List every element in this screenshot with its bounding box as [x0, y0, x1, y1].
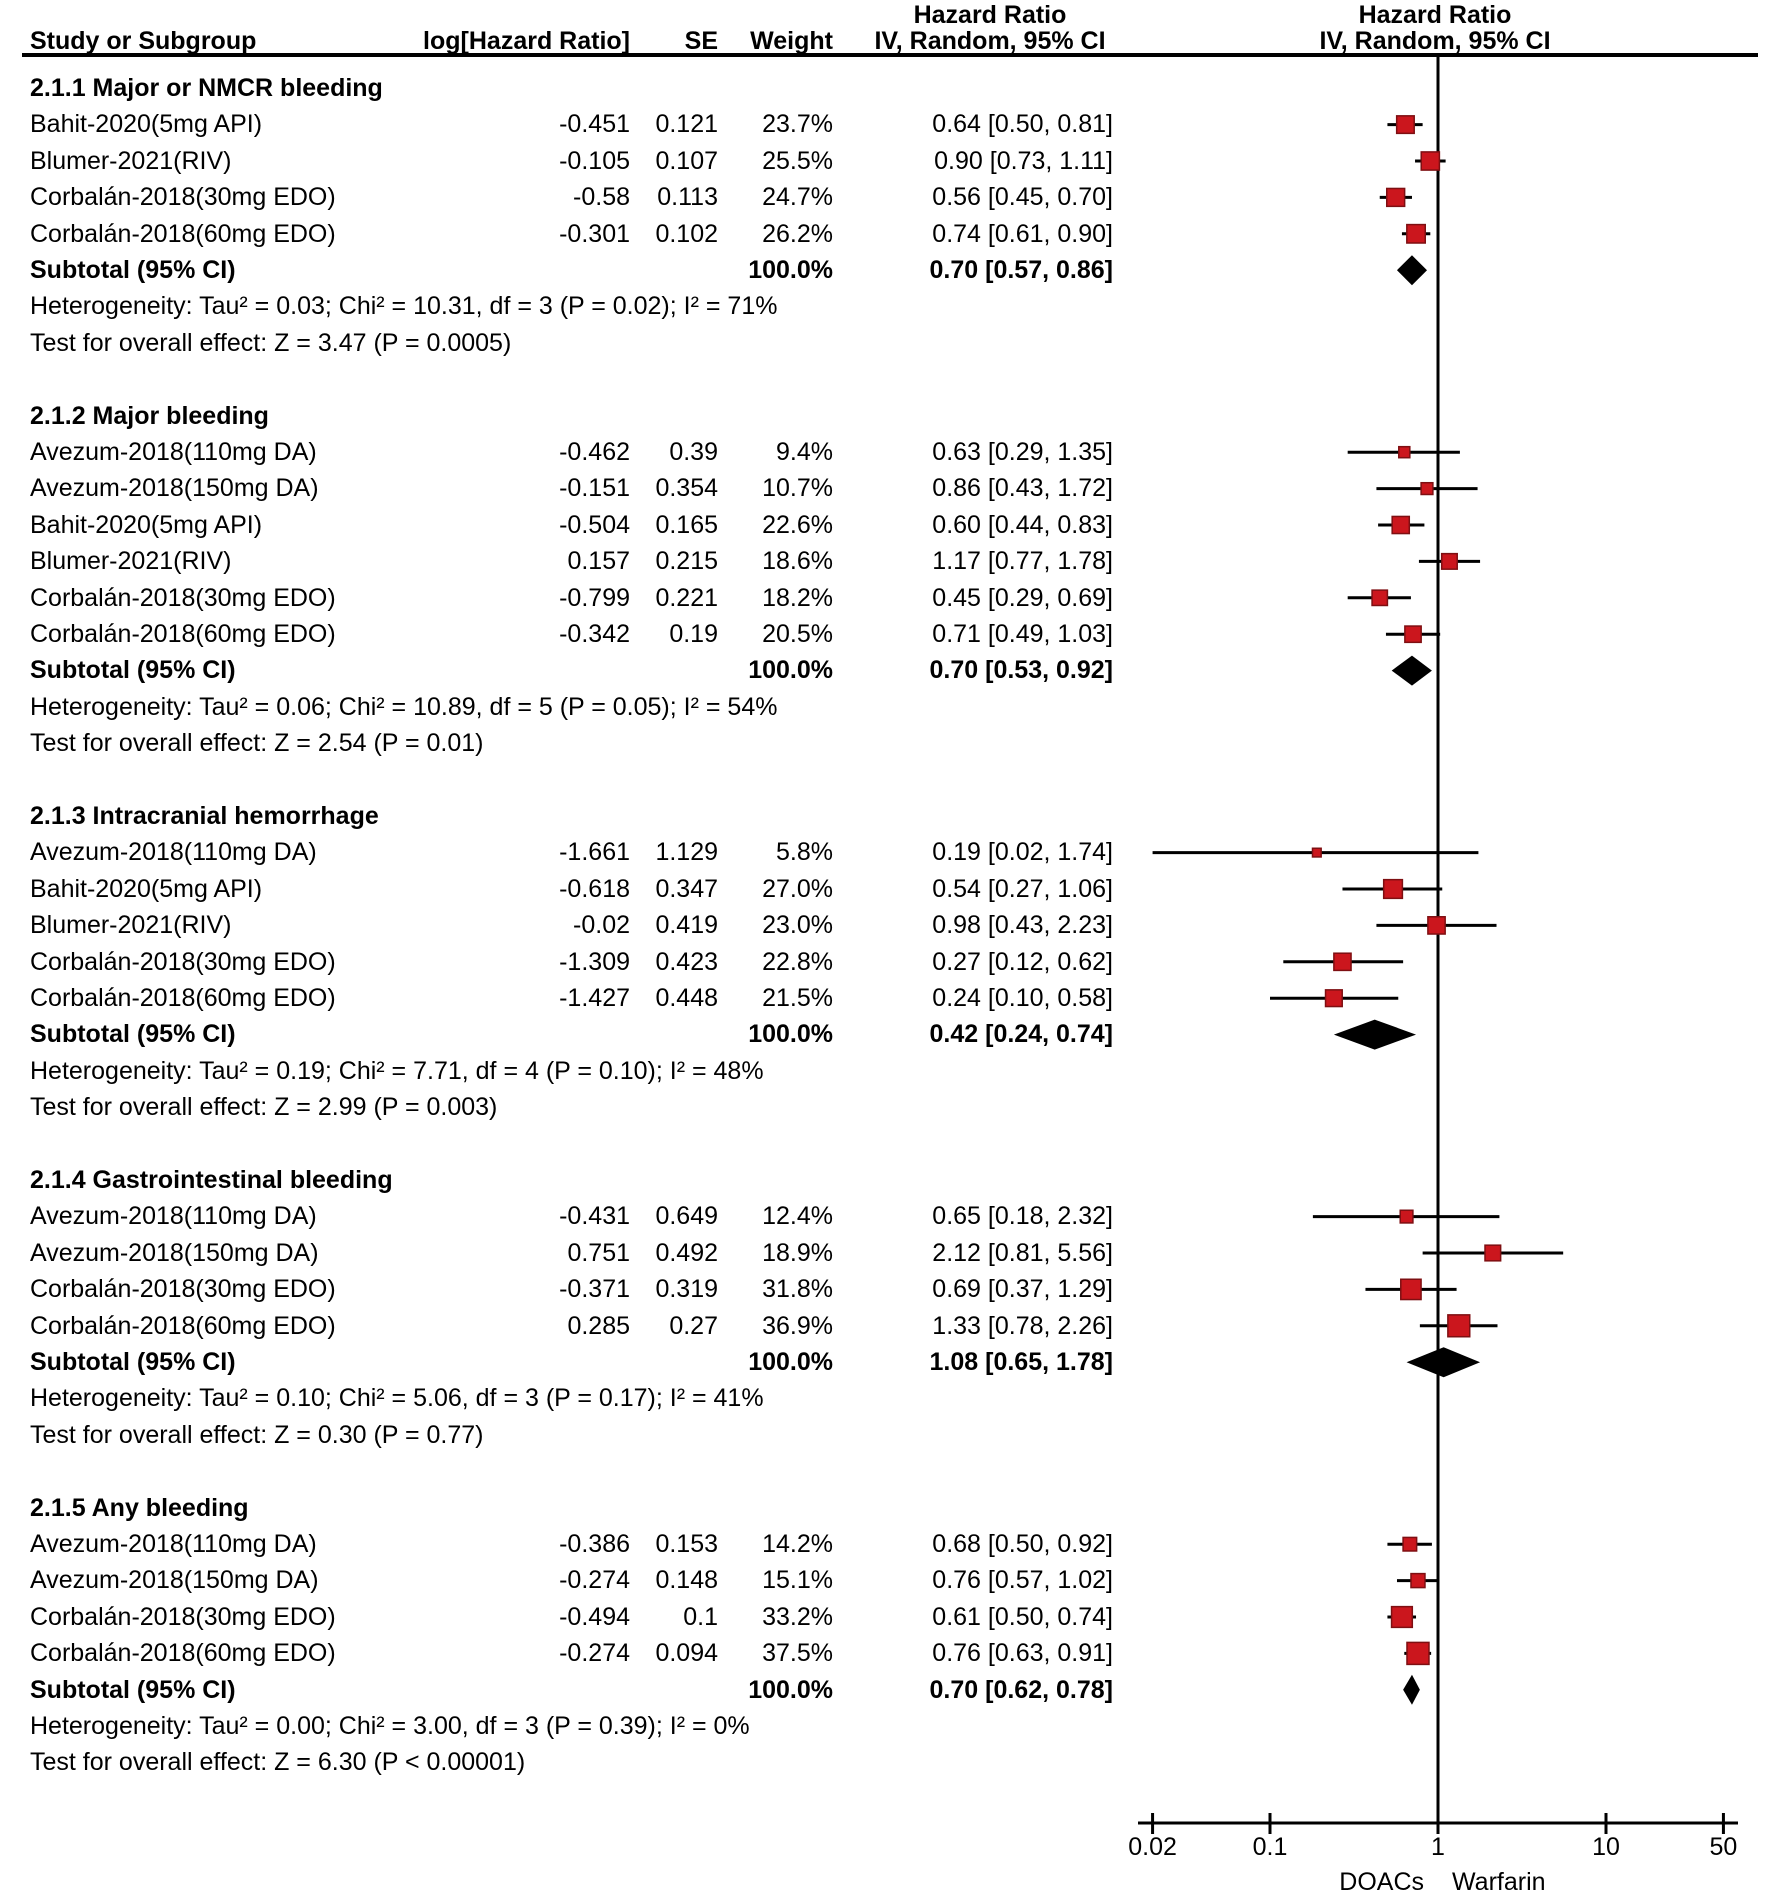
ci-value: 0.69 [0.37, 1.29]: [932, 1275, 1113, 1304]
study-label: Corbalán-2018(60mg EDO): [30, 219, 336, 248]
se-value: 1.129: [655, 838, 718, 867]
study-label: Corbalán-2018(30mg EDO): [30, 947, 336, 976]
se-value: 0.113: [657, 183, 718, 212]
section-title: 2.1.1 Major or NMCR bleeding: [30, 74, 383, 102]
se-value: 0.221: [655, 583, 718, 612]
overall-effect-note: Test for overall effect: Z = 2.54 (P = 0.01): [30, 729, 484, 758]
se-value: 0.419: [655, 911, 718, 940]
section-title: 2.1.2 Major bleeding: [30, 401, 269, 430]
subtotal-ci: 0.70 [0.57, 0.86]: [929, 256, 1113, 284]
heterogeneity-note: Heterogeneity: Tau² = 0.19; Chi² = 7.71, df = 4 (P = 0.10); I² = 48%: [30, 1056, 764, 1085]
se-value: 0.102: [655, 219, 718, 248]
axis-tick-label: 1: [1431, 1833, 1445, 1861]
section-title: 2.1.4 Gastrointestinal bleeding: [30, 1166, 393, 1194]
study-label: Bahit-2020(5mg API): [30, 874, 263, 903]
subtotal-label: Subtotal (95% CI): [30, 1675, 236, 1704]
loghr-value: -1.427: [559, 984, 630, 1012]
loghr-value: -0.151: [559, 474, 630, 503]
study-label: Corbalán-2018(30mg EDO): [30, 1602, 336, 1631]
ci-value: 0.68 [0.50, 0.92]: [932, 1530, 1113, 1558]
ci-value: 0.76 [0.63, 0.91]: [932, 1639, 1113, 1668]
ci-value: 0.24 [0.10, 0.58]: [932, 984, 1113, 1012]
weight-value: 20.5%: [762, 620, 833, 648]
ci-value: 0.61 [0.50, 0.74]: [932, 1602, 1113, 1631]
heterogeneity-note: Heterogeneity: Tau² = 0.10; Chi² = 5.06, df = 3 (P = 0.17); I² = 41%: [30, 1384, 764, 1413]
weight-value: 5.8%: [776, 838, 833, 867]
loghr-value: -1.309: [559, 947, 630, 976]
ci-value: 0.19 [0.02, 1.74]: [932, 838, 1113, 867]
subtotal-weight: 100.0%: [748, 1675, 833, 1704]
axis-tick-label: 0.02: [1128, 1833, 1177, 1861]
se-value: 0.492: [655, 1238, 718, 1267]
ci-value: 0.54 [0.27, 1.06]: [932, 874, 1113, 903]
ci-value: 0.27 [0.12, 0.62]: [932, 947, 1113, 976]
overall-effect-note: Test for overall effect: Z = 6.30 (P < 0.00001): [30, 1748, 526, 1777]
ci-value: 0.56 [0.45, 0.70]: [932, 183, 1113, 212]
se-value: 0.423: [655, 947, 718, 976]
study-label: Bahit-2020(5mg API): [30, 510, 263, 539]
study-label: Corbalán-2018(30mg EDO): [30, 583, 336, 612]
se-value: 0.27: [669, 1311, 718, 1340]
loghr-value: -0.02: [573, 911, 630, 940]
loghr-value: 0.157: [567, 547, 630, 576]
study-label: Avezum-2018(150mg DA): [30, 1238, 319, 1267]
study-label: Corbalán-2018(60mg EDO): [30, 620, 336, 648]
study-label: Blumer-2021(RIV): [30, 547, 232, 576]
subtotal-ci: 1.08 [0.65, 1.78]: [929, 1348, 1113, 1376]
ci-value: 0.45 [0.29, 0.69]: [932, 583, 1113, 612]
col-header-study: Study or Subgroup: [30, 27, 257, 55]
loghr-value: -0.342: [559, 620, 630, 648]
subtotal-weight: 100.0%: [748, 256, 833, 284]
weight-value: 23.0%: [762, 911, 833, 940]
se-value: 0.094: [655, 1639, 718, 1668]
study-label: Avezum-2018(110mg DA): [30, 1530, 317, 1558]
section-title: 2.1.3 Intracranial hemorrhage: [30, 802, 379, 830]
loghr-value: -0.799: [559, 583, 630, 612]
study-label: Corbalán-2018(30mg EDO): [30, 183, 336, 212]
weight-value: 26.2%: [762, 219, 833, 248]
se-value: 0.347: [655, 874, 718, 903]
se-value: 0.148: [655, 1566, 718, 1595]
weight-value: 36.9%: [762, 1311, 833, 1340]
col-header-ci-method-text: IV, Random, 95% CI: [874, 27, 1106, 55]
weight-value: 18.9%: [762, 1238, 833, 1267]
se-value: 0.107: [655, 146, 718, 175]
subtotal-label: Subtotal (95% CI): [30, 256, 236, 284]
weight-value: 33.2%: [762, 1602, 833, 1631]
loghr-value: -0.301: [559, 219, 630, 248]
loghr-value: -0.494: [559, 1602, 630, 1631]
ci-value: 1.33 [0.78, 2.26]: [932, 1311, 1113, 1340]
weight-value: 9.4%: [776, 438, 833, 466]
subtotal-label: Subtotal (95% CI): [30, 1348, 236, 1376]
heterogeneity-note: Heterogeneity: Tau² = 0.06; Chi² = 10.89, df = 5 (P = 0.05); I² = 54%: [30, 692, 778, 721]
weight-value: 10.7%: [762, 474, 833, 503]
loghr-value: -0.58: [573, 183, 630, 212]
study-label: Avezum-2018(110mg DA): [30, 838, 317, 867]
heterogeneity-note: Heterogeneity: Tau² = 0.03; Chi² = 10.31, df = 3 (P = 0.02); I² = 71%: [30, 292, 778, 321]
ci-value: 0.65 [0.18, 2.32]: [932, 1202, 1113, 1231]
axis-tick-label: 10: [1592, 1833, 1620, 1861]
loghr-value: -0.462: [559, 438, 630, 466]
se-value: 0.448: [655, 984, 718, 1012]
study-label: Avezum-2018(110mg DA): [30, 438, 317, 466]
study-label: Avezum-2018(150mg DA): [30, 474, 319, 503]
weight-value: 31.8%: [762, 1275, 833, 1304]
weight-value: 18.6%: [762, 547, 833, 576]
se-value: 0.165: [655, 510, 718, 539]
left-group-label: DOACs: [1339, 1868, 1424, 1896]
weight-value: 27.0%: [762, 874, 833, 903]
ci-value: 0.64 [0.50, 0.81]: [932, 110, 1113, 139]
study-label: Avezum-2018(110mg DA): [30, 1202, 317, 1231]
weight-value: 22.6%: [762, 510, 833, 539]
se-value: 0.215: [655, 547, 718, 576]
weight-value: 24.7%: [762, 183, 833, 212]
ci-value: 0.86 [0.43, 1.72]: [932, 474, 1113, 503]
study-label: Avezum-2018(150mg DA): [30, 1566, 319, 1595]
subtotal-weight: 100.0%: [748, 656, 833, 685]
subtotal-ci: 0.42 [0.24, 0.74]: [929, 1020, 1113, 1049]
se-value: 0.354: [655, 474, 718, 503]
ci-value: 0.76 [0.57, 1.02]: [932, 1566, 1113, 1595]
weight-value: 23.7%: [762, 110, 833, 139]
se-value: 0.319: [655, 1275, 718, 1304]
subtotal-label: Subtotal (95% CI): [30, 1020, 236, 1049]
se-value: 0.39: [669, 438, 718, 466]
col-header-loghr: log[Hazard Ratio]: [423, 27, 630, 55]
weight-value: 18.2%: [762, 583, 833, 612]
axis-tick-label: 50: [1709, 1833, 1738, 1861]
overall-effect-note: Test for overall effect: Z = 3.47 (P = 0.0005): [30, 328, 512, 357]
overall-effect-note: Test for overall effect: Z = 2.99 (P = 0.003): [30, 1093, 498, 1122]
col-header-weight: Weight: [750, 27, 833, 55]
se-value: 0.649: [655, 1202, 718, 1231]
overall-effect-note: Test for overall effect: Z = 0.30 (P = 0.77): [30, 1420, 484, 1449]
right-group-label: Warfarin: [1452, 1868, 1546, 1896]
subtotal-label: Subtotal (95% CI): [30, 656, 236, 685]
loghr-value: -1.661: [559, 838, 630, 867]
loghr-value: -0.504: [559, 510, 630, 539]
ci-value: 0.60 [0.44, 0.83]: [932, 510, 1113, 539]
study-label: Corbalán-2018(60mg EDO): [30, 1639, 336, 1668]
loghr-value: -0.386: [559, 1530, 630, 1558]
heterogeneity-note: Heterogeneity: Tau² = 0.00; Chi² = 3.00, df = 3 (P = 0.39); I² = 0%: [30, 1712, 750, 1740]
subtotal-weight: 100.0%: [748, 1348, 833, 1376]
se-value: 0.121: [655, 110, 718, 139]
study-label: Blumer-2021(RIV): [30, 146, 232, 175]
loghr-value: -0.431: [559, 1202, 630, 1231]
col-header-hazard-ratio-text: Hazard Ratio: [913, 1, 1067, 29]
subtotal-ci: 0.70 [0.62, 0.78]: [929, 1675, 1113, 1704]
study-label: Blumer-2021(RIV): [30, 911, 232, 940]
ci-value: 0.71 [0.49, 1.03]: [932, 620, 1113, 648]
se-value: 0.153: [655, 1530, 718, 1558]
ci-value: 0.63 [0.29, 1.35]: [932, 438, 1113, 466]
weight-value: 14.2%: [762, 1530, 833, 1558]
col-header-se: SE: [684, 27, 718, 55]
weight-value: 37.5%: [762, 1639, 833, 1668]
weight-value: 12.4%: [762, 1202, 833, 1231]
weight-value: 22.8%: [762, 947, 833, 976]
subtotal-weight: 100.0%: [748, 1020, 833, 1049]
study-label: Corbalán-2018(60mg EDO): [30, 984, 336, 1012]
loghr-value: -0.371: [559, 1275, 630, 1304]
subtotal-ci: 0.70 [0.53, 0.92]: [929, 656, 1113, 685]
se-value: 0.19: [669, 620, 718, 648]
col-header-ci-method-plot: IV, Random, 95% CI: [1319, 27, 1551, 55]
ci-value: 0.74 [0.61, 0.90]: [932, 219, 1113, 248]
loghr-value: -0.105: [559, 146, 630, 175]
ci-value: 0.98 [0.43, 2.23]: [932, 911, 1113, 940]
axis-tick-label: 0.1: [1252, 1833, 1288, 1861]
loghr-value: -0.451: [559, 110, 630, 139]
weight-value: 15.1%: [762, 1566, 833, 1595]
ci-value: 1.17 [0.77, 1.78]: [932, 547, 1113, 576]
loghr-value: -0.618: [559, 874, 630, 903]
se-value: 0.1: [683, 1602, 718, 1631]
ci-value: 2.12 [0.81, 5.56]: [932, 1238, 1113, 1267]
study-label: Bahit-2020(5mg API): [30, 110, 263, 139]
weight-value: 25.5%: [762, 146, 833, 175]
loghr-value: -0.274: [559, 1566, 630, 1595]
study-label: Corbalán-2018(60mg EDO): [30, 1311, 336, 1340]
col-header-hazard-ratio-plot: Hazard Ratio: [1358, 1, 1512, 29]
study-label: Corbalán-2018(30mg EDO): [30, 1275, 336, 1304]
loghr-value: -0.274: [559, 1639, 630, 1668]
ci-value: 0.90 [0.73, 1.11]: [934, 146, 1113, 175]
loghr-value: 0.751: [567, 1238, 630, 1267]
weight-value: 21.5%: [762, 984, 833, 1012]
section-title: 2.1.5 Any bleeding: [30, 1493, 249, 1522]
loghr-value: 0.285: [567, 1311, 630, 1340]
